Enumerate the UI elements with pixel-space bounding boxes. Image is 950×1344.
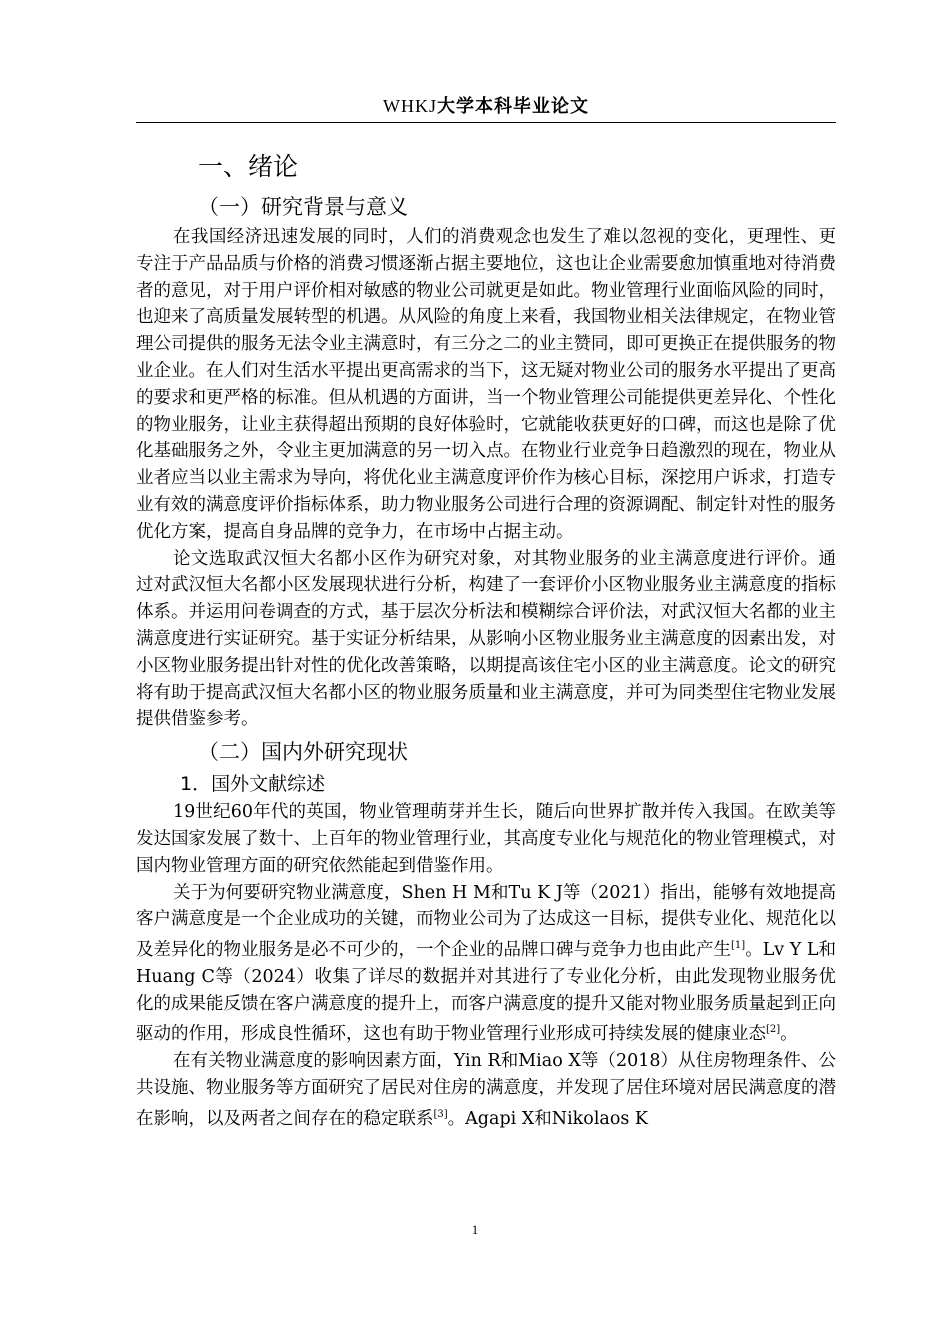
paragraph — [136, 1048, 836, 1132]
page-header — [136, 92, 836, 123]
chapter-title: 一、绪论 — [198, 152, 299, 181]
section-title-research-status: （二）国内外研究现状 — [198, 740, 408, 765]
subsection-title-foreign-literature: 1．国外文献综述 — [180, 773, 326, 796]
section-title-background: （一）研究背景与意义 — [198, 195, 408, 219]
header-code: WHKJ — [383, 96, 437, 116]
citation-ref: [3] — [433, 1108, 448, 1120]
paragraph — [136, 880, 836, 1048]
paragraph: 论文选取武汉恒大名都小区作为研究对象，对其物业服务的业主满意度进行评价。通过对武汉恒大名都小区发展现状进行分析，构建了一套评价小区物业服务业主满意度的指标体系。并运用问卷调查的方式，基于层次分析法和模糊综合评价法，对武汉恒大名都的业主满意度进行实证研究。基于实证分析结果，从影响小区物业服务业主满意度的因素出发，对小区物业服务提出针对性的优化改善策略，以期提高该住宅小区的业主满意度。论文的研究将有助于提高武汉恒大名都小区的物业服务质量和业主满意度，并可为同类型住宅物业发展提供借鉴参考。 — [136, 548, 836, 730]
paragraph-text: 在有关物业满意度的影响因素方面，Yin R和Miao X等（2018）从住房物理条件、公共设施、物业服务等方面研究了居民对住房的满意度，并发现了居住环境对居民满意度的潜在影响，以及两者之间存在的稳定联系 — [136, 1050, 836, 1129]
paragraph: 19世纪60年代的英国，物业管理萌芽并生长，随后向世界扩散并传入我国。在欧美等发达国家发展了数十、上百年的物业管理行业，其高度专业化与规范化的物业管理模式，对国内物业管理方面的研究依然能起到借鉴作用。 — [136, 802, 836, 876]
paragraph-text: 。 — [780, 1024, 798, 1045]
paragraph-text: 关于为何要研究物业满意度，Shen H M和Tu K J等（2021）指出，能够有效地提高客户满意度是一个企业成功的关键，而物业公司为了达成这一目标，提供专业化、规范化以及差异化的物业服务是必不可少的，一个企业的品牌口碑与竞争力也由此产生 — [136, 882, 836, 960]
citation-ref: [2] — [766, 1024, 781, 1036]
header-title: 大学本科毕业论文 — [437, 96, 589, 117]
paragraph-text: 。Agapi X和Nikolaos K — [447, 1108, 648, 1129]
paragraph: 在我国经济迅速发展的同时，人们的消费观念也发生了难以忽视的变化，更理性、更专注于产品品质与价格的消费习惯逐渐占据主要地位，这也让企业需要愈加慎重地对待消费者的意见，对于用户评价相对敏感的物业公司就更是如此。物业管理行业面临风险的同时，也迎来了高质量发展转型的机遇。从风险的角度上来看，我国物业相关法律规定，在物业管理公司提供的服务无法令业主满意时，有三分之二的业主赞同，即可更换正在提供服务的物业企业。在人们对生活水平提出更高需求的当下，这无疑对物业公司的服务水平提出了更高的要求和更严格的标准。但从机遇的方面讲，当一个物业管理公司能提供更差异化、个性化的物业服务，让业主获得超出预期的良好体验时，它就能收获更好的口碑，而这也是除了优化基础服务之外，令业主更加满意的另一切入点。在物业行业竞争日趋激烈的现在，物业从业者应当以业主需求为导向，将优化业主满意度评价作为核心目标，深挖用户诉求，打造专业有效的满意度评价指标体系，助力物业服务公司进行合理的资源调配、制定针对性的服务优化方案，提高自身品牌的竞争力，在市场中占据主动。 — [136, 227, 836, 542]
main-content — [136, 148, 836, 1132]
citation-ref: [1] — [731, 940, 746, 952]
page-number: 1 — [471, 1222, 479, 1237]
paragraph-text: 。Lv Y L和Huang C等（2024）收集了详尽的数据并对其进行了专业化分析，由此发现物业服务优化的成果能反馈在客户满意度的提升上，而客户满意度的提升又能对物业服务质量起到正向驱动的作用，形成良性循环，这也有助于物业管理行业形成可持续发展的健康业态 — [136, 939, 836, 1045]
